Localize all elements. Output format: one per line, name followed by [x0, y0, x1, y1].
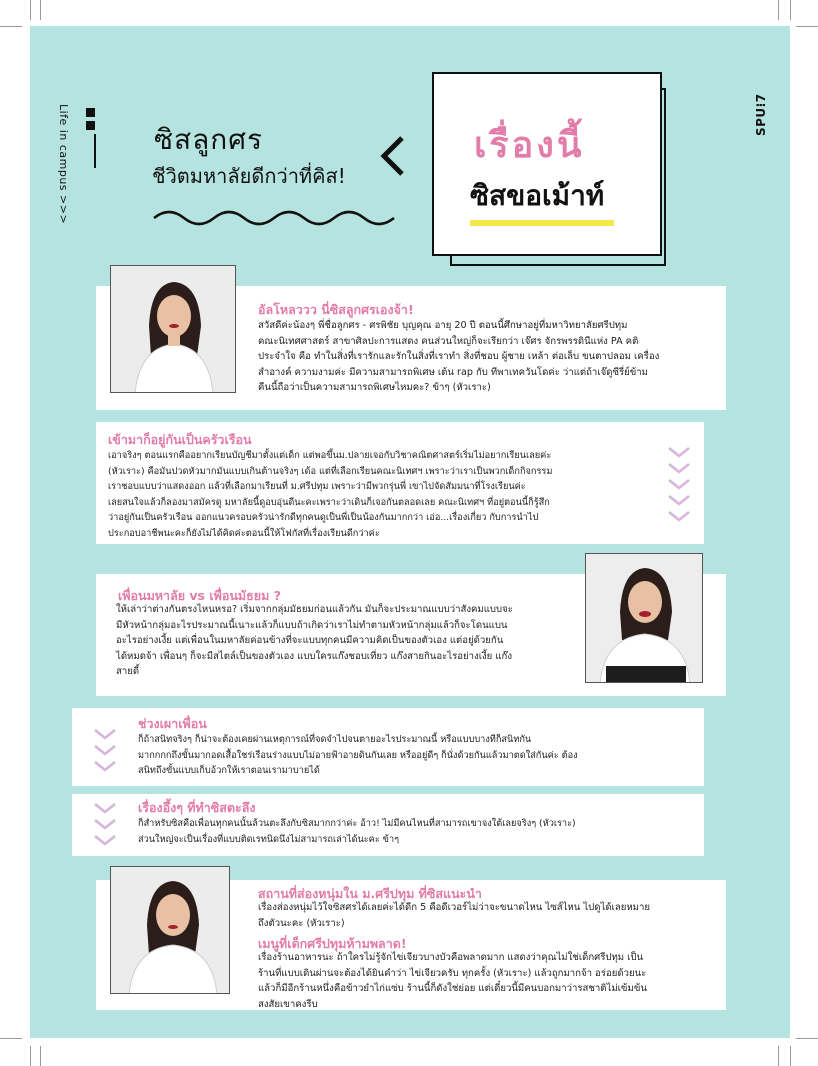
- body-line: ก็ถ้าสนิทจริงๆ ก็น่าจะต้องเคยผ่านเหตุการณ์ที่จดจำไปจนตายอะไรประมาณนี้ หรือแบบบางทีก็สนิทกัน: [138, 734, 532, 745]
- body-line: ถึงตัวนะคะ (หัวเราะ): [258, 917, 345, 929]
- crop-mark: [0, 26, 22, 27]
- body-line: ประจำใจ คือ ทำในสิ่งที่เรารักและรักในสิ่งที่เราทำ สิ่งที่ชอบ ผู้ชาย เหล้า ต่อเล็บ ขนตาปลอม เครื่อง: [258, 351, 660, 362]
- chevron-down-stack-icon: [92, 726, 118, 774]
- section-label: Life in campus >>>: [57, 104, 70, 225]
- section-title: เรื่องอึ้งๆ ที่ทำซิสตะลึง: [138, 800, 256, 815]
- section-title: เมนูที่เด็กศรีปทุมห้ามพลาด!: [258, 936, 407, 951]
- body-line: ว่าอยู่กันเป็นครัวเรือน ออกแนวครอบครัวน่ารักดีทุกคนดูเป็นพี่เป็นน้องกันมากกว่า เอ่อ...เรื่องเกี่ยว กับการนำไป: [108, 512, 539, 523]
- body-line: (หัวเราะ) คือมันปวดหัวมากมันแบบเกินต้านจริงๆ เด้อ แต่ที่เลือกเรียนคณะนิเทศฯ เพราะว่าเราเป็นพวกเด็กกิจกรรม: [108, 465, 553, 477]
- body-line: ได้หมดจ้า เพื่อนๆ ก็จะมีสไตล์เป็นของตัวเอง แบบใครแก๊งชอบเที่ยว แก๊งสายกินอะไรอย่างเงี้ย แก๊ง: [116, 650, 513, 662]
- section-body: [258, 900, 718, 931]
- section-title: เพื่อนมหาลัย vs เพื่อนมัธยม ?: [118, 588, 281, 603]
- body-line: เรื่องร้านอาหารนะ ถ้าใครไม่รู้จักไข่เจียวบางบัวคือพลาดมาก แสดงว่าคุณไม่ใช่เด็กศรีปทุม เป็น: [258, 952, 644, 963]
- body-line: เรื่องส่องหนุ่มไว้ใจซิสศรได้เลยค่ะได้ดีก 5 คือดีเวอร์ไม่ว่าจะขนาดไหน ไซส์ไหน ไปดูได้เลยหมาย: [258, 902, 650, 913]
- wave-line-icon: [152, 204, 402, 226]
- crop-mark: [30, 0, 31, 20]
- crop-mark: [790, 0, 791, 20]
- body-line: ส่วนใหญ่จะเป็นเรื่องที่แบบติดเรทนิดนึงไม่สามารถเล่าได้นะคะ ข้าๆ: [138, 833, 400, 845]
- portrait-photo: [585, 553, 703, 683]
- portrait-photo: [110, 866, 230, 994]
- highlight-bar: [470, 220, 614, 226]
- feature-title: เรื่องนี้: [474, 125, 585, 166]
- feature-box: [432, 72, 662, 256]
- section-title: สถานที่ส่องหนุ่มใน ม.ศรีปทุม ที่ซิสแนะนำ: [258, 886, 482, 901]
- body-line: เลยสนใจแล้วก็ลองมาสมัครดู มหาลัยนี้ดูอบอุ่นดีนะคะเพราะว่าเดินก็เจอกันตลอดเลย คณะนิเทศฯ ที่อยู่ตอนนี้ก็รู้สึก: [108, 496, 550, 508]
- body-line: สำอางค์ ความงามค่ะ มีความสามารถพิเศษ เต้น rap กับ ทีพาเทควันโดค่ะ ว่าแต่ถ้าเจ๊ดูซีรี่ย์ข้าม: [258, 366, 648, 378]
- section-title: อัลโหลววว นี่ซิสลูกศรเองจ้า!: [258, 302, 414, 317]
- portrait-photo: [110, 265, 236, 393]
- section-body: [138, 816, 698, 847]
- chevron-down-stack-icon: [92, 800, 118, 848]
- page-title: ซิสลูกศร: [154, 123, 264, 156]
- section-body: [138, 732, 698, 779]
- section-body: [258, 318, 718, 396]
- body-line: เอาจริงๆ ตอนแรกคืออยากเรียนบัญชีมาตั้งแต่เด็ก แต่พอขึ้นม.ปลายเจอกับวิชาคณิตศาสตร์เริ่มไม่อยากเรียนเลยค่ะ: [108, 450, 552, 461]
- section-title: เข้ามาก็อยู่กันเป็นครัวเรือน: [108, 432, 252, 447]
- chevron-down-stack-icon: [666, 444, 692, 524]
- body-line: สายดี้: [116, 666, 140, 677]
- crop-mark: [796, 1038, 818, 1039]
- brand-logo: SPU⁝7: [754, 93, 768, 136]
- crop-mark: [40, 1046, 41, 1066]
- crop-mark: [796, 26, 818, 27]
- crop-mark: [778, 1046, 779, 1066]
- body-line: คณะนิเทศศาสตร์ สาขาศิลปะการแสดง คนส่วนใหญ่ก็จะเรียกว่า เจ๊ศร จักรพรรดินีแห่ง PA คติ: [258, 335, 639, 347]
- chevron-left-icon: [378, 134, 406, 178]
- body-line: มีหัวหน้ากลุ่มอะไรประมาณนี้เนาะแล้วก็แบบถ้าเกิดว่าเราไม่ทำตามหัวหน้ากลุ่มแล้วก็จะโดนแบน: [116, 619, 508, 631]
- crop-mark: [790, 1046, 791, 1066]
- body-line: สวัสดีค่ะน้องๆ พี่ชื่อลูกศร - ศรพิชัย บุญคุณ อายุ 20 ปี ตอนนี้ศึกษาอยู่ที่มหาวิทยาลัยศรีปทุม: [258, 320, 628, 331]
- section-body: [108, 448, 696, 541]
- crop-mark: [0, 1038, 22, 1039]
- body-line: อะไรอย่างเงี้ย แต่เพื่อนในมหาลัยค่อนข้างที่จะแบบทุกคนมีความคิดเป็นของตัวเอง แต่อยู่ด้วยกัน: [116, 635, 504, 646]
- body-line: เราชอบแบบว่าแสดงออก แล้วที่เลือกมาเรียนที่ ม.ศรีปทุม เพราะว่ามีพวกรุ่นพี่ เขาไปจัดสัมมนาที่โรงเรียนค่ะ: [108, 481, 526, 492]
- body-line: สนิทถึงขั้นแบบเก็บอ้วกให้เราตอนเรามาบายได้: [138, 765, 320, 776]
- body-line: ร้านที่แบบเดินผ่านจะต้องได้ยินคำว่า ไข่เจียวครับ ทุกครั้ง (หัวเราะ) แล้วถูกมากจ้า อร่อยด้วยนะ: [258, 967, 647, 979]
- body-line: มากกกกถึงขั้นมากอดเสื้อใชร่เรือนร่างแบบไม่อายฟ้าอายดินกันเลย หรืออยู่ดีๆ ก็นั่งด้วยกันแล้วมาตดใส่กันค่ะ ต้อง: [138, 749, 578, 761]
- feature-subtitle: ซิสขอเม้าท์: [470, 179, 605, 212]
- crop-mark: [30, 1046, 31, 1066]
- section-title: ช่วงเผาเพื่อน: [138, 716, 207, 731]
- section-body: [258, 950, 718, 1012]
- body-line: ก็สำหรับซิสคือเพื่อนทุกคนนั้นล้วนตะลึงกับซิสมากกว่าค่ะ อ้าว! ไม่มีคนไหนที่สามารถเขาจงใต้เลยจริงๆ (หัวเราะ): [138, 818, 576, 829]
- body-line: ให้เล่าว่าต่างกันตรงไหนหรอ? เริ่มจากกลุ่มมัธยมก่อนแล้วกัน มันก็จะประมาณแบบว่าสังคมแบบจะ: [116, 604, 513, 615]
- crop-mark: [778, 0, 779, 20]
- section-body: [116, 602, 576, 680]
- side-marks: [86, 108, 96, 168]
- page-subtitle: ชีวิตมหาลัยดีกว่าที่คิส!: [152, 164, 346, 188]
- body-line: สงสัยเขาคงรีบ: [258, 998, 318, 1010]
- body-line: ประกอบอาชีพนะคะก็ยังไม่ได้คิดค่ะตอนนี้ให้โฟกัสที่เรื่องเรียนดีกว่าค่ะ: [108, 527, 380, 539]
- body-line: คืนนี้ถือว่าเป็นความสามารถพิเศษไหมคะ? ข้าๆ (หัวเราะ): [258, 382, 491, 393]
- crop-mark: [40, 0, 41, 20]
- body-line: แล้วก็มีอีกร้านหนึ่งคือข้าวยำไก่แซ่บ ร้านนี้ก็ดังใช่ย่อย แต่เดี๋ยวนี้มีคนบอกมาว่ารสชาติไม่เข้มข้น: [258, 983, 647, 994]
